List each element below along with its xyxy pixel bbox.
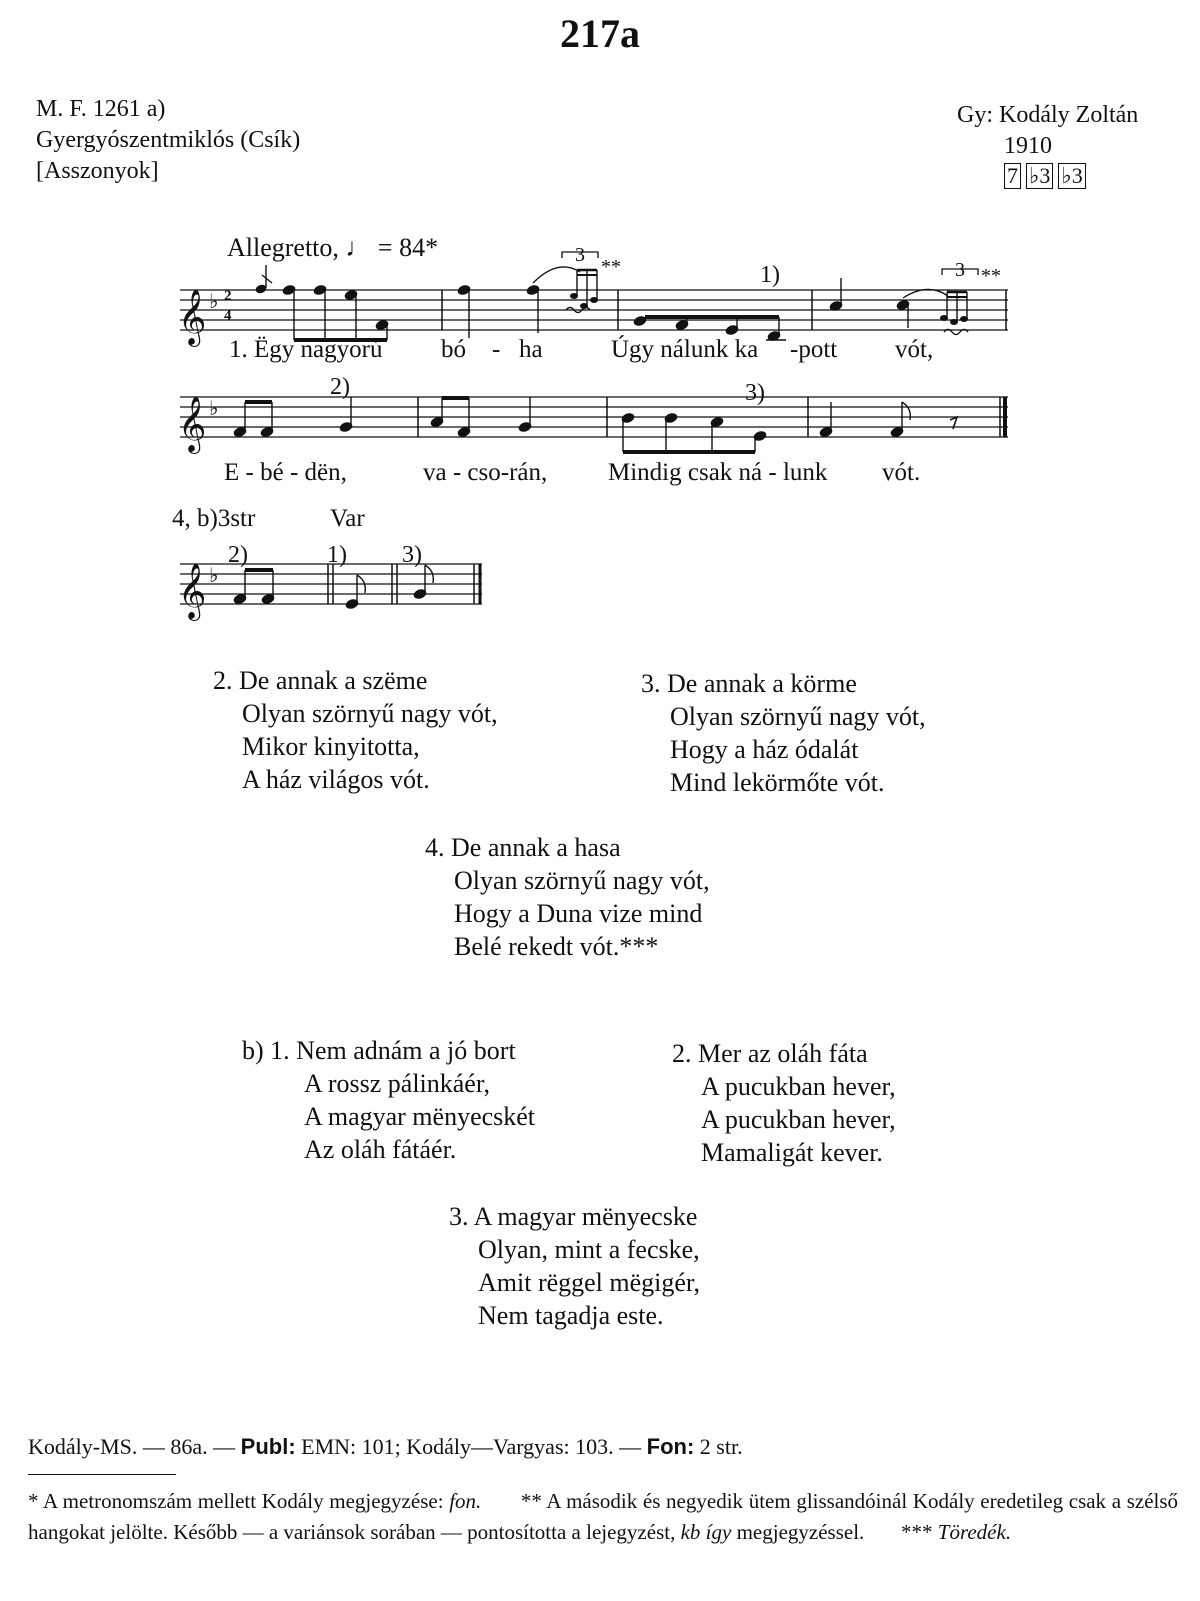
triplet-mark: 3 <box>575 244 585 266</box>
lyric-syllable: ha <box>519 336 543 363</box>
fon-ref: 2 str. <box>699 1434 743 1459</box>
stanza-number: 1. <box>270 1036 290 1065</box>
svg-text:2: 2 <box>224 288 232 304</box>
triplet-mark: 3 <box>955 259 965 281</box>
stanza-number: 3. <box>449 1202 469 1231</box>
manuscript-ref: Kodály-MS. — 86a. — <box>28 1434 236 1459</box>
collector: Gy: Kodály Zoltán <box>957 102 1139 128</box>
lyric-syllable: - <box>492 336 501 363</box>
year: 1910 <box>1004 133 1052 159</box>
variant-label: 4, b)3str <box>172 505 256 532</box>
stanza-line: A pucukban hever, <box>701 1105 896 1134</box>
lyric-syllable: Mindig csak ná - lunk <box>608 459 828 486</box>
footnote-mark: ** <box>981 265 1001 287</box>
publ-label: Publ: <box>240 1434 296 1459</box>
fon-label: Fon: <box>646 1434 695 1459</box>
stanza <box>213 664 498 796</box>
variant-heading: Var <box>330 505 365 532</box>
treble-clef-icon: 𝄞 <box>178 563 207 619</box>
stanza-line: De annak a hasa <box>451 833 621 862</box>
footnote-2-end: megjegyzéssel. <box>736 1520 865 1544</box>
treble-clef-icon: 𝄞 <box>178 396 207 452</box>
variant-mark: 3) <box>402 542 422 568</box>
stanza-line: Nem tagadja este. <box>478 1301 664 1330</box>
cadence-box: ♭3 <box>1026 163 1053 189</box>
staff-lines-2 <box>180 397 1008 437</box>
stanza-line: Olyan szörnyű nagy vót, <box>454 866 710 895</box>
footnote-divider <box>28 1474 176 1475</box>
flat-icon: ♭ <box>209 563 219 587</box>
footnote-1: * A metronomszám mellett Kodály megjegyzése: <box>28 1489 444 1513</box>
stanza-line: Olyan szörnyű nagy vót, <box>242 699 498 728</box>
variant-mark: 3) <box>745 380 765 406</box>
stanza-line: Nem adnám a jó bort <box>296 1036 516 1065</box>
cadence-box: 7 <box>1004 163 1021 189</box>
stanza-line: A pucukban hever, <box>701 1072 896 1101</box>
stanza-line: A magyar mënyecske <box>473 1202 698 1231</box>
footnote-mark: ** <box>601 256 621 278</box>
footnote-2-italic: kb így <box>680 1520 732 1544</box>
stanza-line: A magyar mënyecskét <box>304 1102 536 1131</box>
stanza-line: De annak a szëme <box>239 666 428 695</box>
footnotes <box>28 1486 1178 1548</box>
lyric-syllable: vót. <box>882 459 921 486</box>
stanza-number: 2. <box>672 1039 692 1068</box>
publ-ref: EMN: 101; Kodály—Vargyas: 103. — <box>301 1434 642 1459</box>
stanza-line: Az oláh fátáér. <box>304 1135 457 1164</box>
footnote-3-italic: Töredék. <box>937 1520 1012 1544</box>
variant-mark: 1) <box>327 542 347 568</box>
stanza-line: Mikor kinyitotta, <box>242 732 420 761</box>
stanza-line: Belé rekedt vót.*** <box>454 932 659 961</box>
stanza-line: Amit rëggel mëgigér, <box>478 1268 701 1297</box>
lyric-syllable: E - bé - dën, <box>224 459 347 486</box>
staff-lines-3 <box>180 564 482 604</box>
references <box>28 1434 743 1460</box>
tempo-marking: Allegretto, ♩ = 84* <box>227 233 439 262</box>
catalog-number: M. F. 1261 a) <box>36 96 166 122</box>
footnote-1-italic: fon. <box>449 1489 482 1513</box>
lyric-syllable: bó <box>441 336 466 363</box>
stanza <box>425 831 710 963</box>
stanza-line: De annak a körme <box>667 669 857 698</box>
stanza-b <box>672 1037 896 1169</box>
flat-icon: ♭ <box>209 289 219 313</box>
flat-icon: ♭ <box>209 396 219 420</box>
lyric-syllable: vót, <box>895 336 934 363</box>
treble-clef-icon: 𝄞 <box>178 289 207 345</box>
variant-mark: 1) <box>760 262 780 288</box>
variant-mark: 2) <box>228 542 248 568</box>
stanza-line: Mamaligát kever. <box>701 1138 883 1167</box>
footnote-2: ** A második és negyedik ütem glissandóinál Kodály eredetileg csak a szélső hangokat jelölte. Később — a variánsok sorában — pontosította a lejegyzést, <box>28 1489 1179 1544</box>
stanza-number: 2. <box>213 666 233 695</box>
stanza-line: A ház világos vót. <box>242 765 430 794</box>
lyric-syllable: -pott <box>790 336 838 363</box>
stanza-line: Hogy a Duna vize mind <box>454 899 703 928</box>
stanza-number: 4. <box>425 833 445 862</box>
variant-prefix: b) <box>242 1036 264 1065</box>
stanza-line: A rossz pálinkáér, <box>304 1069 490 1098</box>
stanza <box>641 667 926 799</box>
footnote-3: *** <box>901 1520 933 1544</box>
lyric-syllable: 1. Ëgy nagyorú <box>229 336 383 363</box>
stanza-line: Mer az oláh fáta <box>698 1039 868 1068</box>
stanza-number: 3. <box>641 669 661 698</box>
stanza-b <box>242 1034 535 1166</box>
stanza-line: Olyan, mint a fecske, <box>478 1235 700 1264</box>
variant-mark: 2) <box>330 374 350 400</box>
staff-lines-1 <box>180 290 1008 330</box>
svg-text:4: 4 <box>224 308 232 324</box>
performers: [Asszonyok] <box>36 158 159 184</box>
stanza-line: Mind lekörmőte vót. <box>670 768 885 797</box>
lyric-syllable: Úgy nálunk ka <box>611 336 759 363</box>
stanza-line: Hogy a ház ódalát <box>670 735 859 764</box>
lyric-syllable: va - cso-rán, <box>423 459 548 486</box>
cadence-box: ♭3 <box>1058 163 1085 189</box>
stanza-line: Olyan szörnyű nagy vót, <box>670 702 926 731</box>
stanza-b <box>449 1200 700 1332</box>
location: Gyergyószentmiklós (Csík) <box>36 127 301 153</box>
song-number: 217a <box>560 11 640 56</box>
time-signature <box>224 288 232 324</box>
music-notation <box>0 0 1200 640</box>
